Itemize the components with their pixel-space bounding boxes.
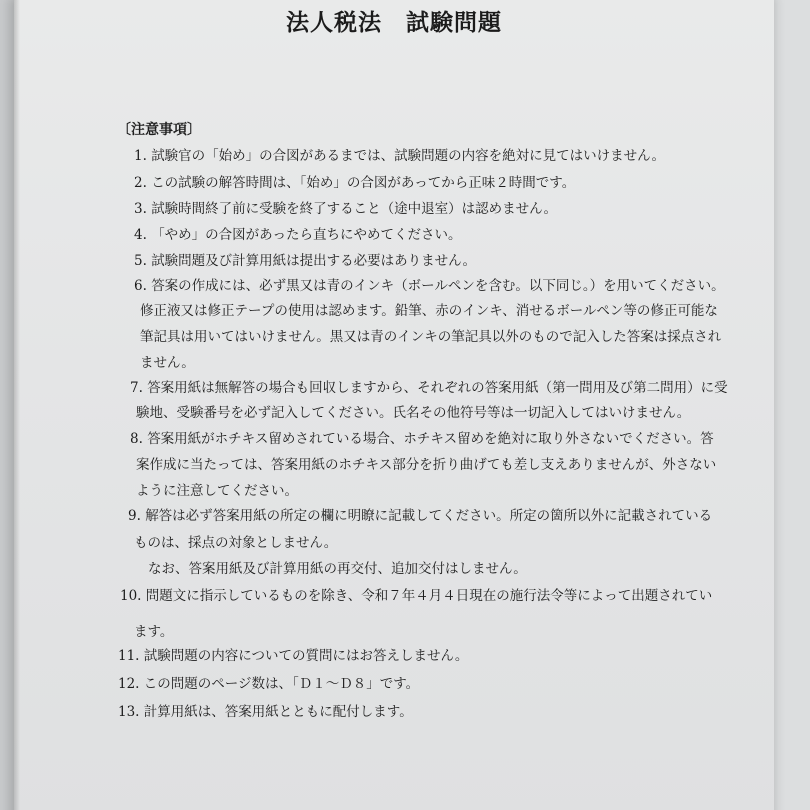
item-8-line-3: ように注意してください。 <box>136 483 298 499</box>
item-6-line-2: 修正液又は修正テープの使用は認めます。鉛筆、赤のインキ、消せるボールペン等の修正可能な <box>140 303 718 319</box>
list-item-7 <box>130 382 728 396</box>
item-number: 9. <box>128 508 141 524</box>
binding-shadow <box>14 0 20 810</box>
item-text: 答案用紙がホチキス留めされている場合、ホチキス留めを絶対に取り外さないでください。答 <box>147 431 714 447</box>
item-number: 8. <box>130 431 143 447</box>
item-text: 試験時間終了前に受験を終了すること（途中退室）は認めません。 <box>151 201 557 217</box>
item-number: 4. <box>134 227 147 243</box>
item-text: 答案用紙は無解答の場合も回収しますから、それぞれの答案用紙（第一問用及び第二問用）に受 <box>147 380 728 396</box>
list-item-1 <box>134 150 665 164</box>
list-item-10 <box>120 590 712 604</box>
list-item-12 <box>118 678 419 692</box>
exam-sheet <box>14 0 774 810</box>
item-number: 3. <box>134 201 147 217</box>
list-item-3 <box>134 203 557 217</box>
item-number: 11. <box>118 648 140 664</box>
item-9-line-3: なお、答案用紙及び計算用紙の再交付、追加交付はしません。 <box>148 561 527 577</box>
list-item-9 <box>128 510 712 524</box>
item-6-line-3: 筆記具は用いてはいけません。黒又は青のインキの筆記具以外のもので記入した答案は採点され <box>140 329 722 345</box>
item-9-line-2: ものは、採点の対象としません。 <box>134 535 338 551</box>
section-heading: 〔注意事項〕 <box>117 122 201 138</box>
item-8-line-2: 案作成に当たっては、答案用紙のホチキス部分を折り曲げても差し支えありませんが、外さない <box>136 457 717 473</box>
item-number: 2. <box>134 175 147 191</box>
item-text: 試験問題の内容についての質問にはお答えしません。 <box>143 648 469 664</box>
item-text: 「やめ」の合図があったら直ちにやめてください。 <box>151 227 462 243</box>
list-item-8 <box>130 433 714 447</box>
item-number: 10. <box>120 588 142 604</box>
item-text: この問題のページ数は、「Ｄ１～Ｄ８」です。 <box>143 676 420 692</box>
item-text: この試験の解答時間は、「始め」の合図があってから正味２時間です。 <box>151 175 576 191</box>
list-item-5 <box>134 255 476 269</box>
list-item-2 <box>134 177 575 191</box>
item-text: 解答は必ず答案用紙の所定の欄に明瞭に記載してください。所定の箇所以外に記載されている <box>145 508 713 524</box>
list-item-13 <box>118 706 413 720</box>
item-10-line-2: ます。 <box>134 624 174 640</box>
list-item-11 <box>118 650 468 664</box>
item-number: 5. <box>134 253 147 269</box>
item-text: 答案の作成には、必ず黒又は青のインキ（ボールペンを含む。以下同じ。）を用いてください。 <box>151 278 725 294</box>
item-text: 計算用紙は、答案用紙とともに配付します。 <box>143 704 413 720</box>
item-6-line-4: ません。 <box>140 355 195 371</box>
list-item-6 <box>134 280 725 294</box>
item-number: 6. <box>134 278 147 294</box>
item-7-line-2: 験地、受験番号を必ず記入してください。氏名その他符号等は一切記入してはいけません。 <box>136 405 691 421</box>
item-number: 13. <box>118 704 140 720</box>
item-number: 1. <box>134 148 147 164</box>
item-number: 7. <box>130 380 143 396</box>
item-text: 試験問題及び計算用紙は提出する必要はありません。 <box>151 253 476 269</box>
list-item-4 <box>134 229 462 243</box>
item-number: 12. <box>118 676 140 692</box>
item-text: 問題文に指示しているものを除き、令和７年４月４日現在の施行法令等によって出題されてい <box>145 588 713 604</box>
page-title: 法人税法 試験問題 <box>286 10 502 36</box>
item-text: 試験官の「始め」の合図があるまでは、試験問題の内容を絶対に見てはいけません。 <box>151 148 665 164</box>
